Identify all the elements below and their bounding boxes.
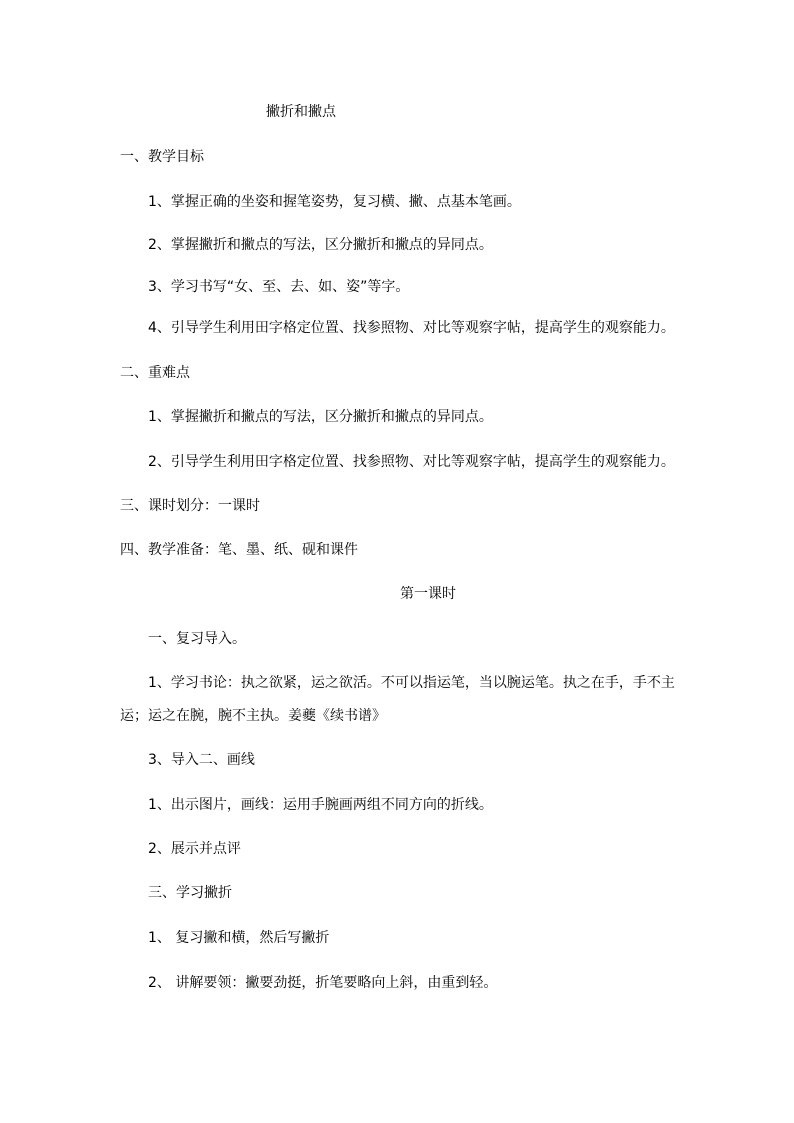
- draw-item-1: 1、出示图片，画线：运用手腕画两组不同方向的折线。: [148, 797, 493, 813]
- section-heading-preparation: 四、教学准备：笔、墨、纸、砚和课件: [120, 542, 358, 558]
- lesson-title: 第一课时: [400, 586, 456, 602]
- quote-line-1: 1、学习书论：执之欲紧，运之欲活。不可以指运笔，当以腕运笔。执之在手，手不主: [148, 675, 675, 691]
- section-heading-objectives: 一、教学目标: [120, 149, 204, 165]
- draw-item-2: 2、展示并点评: [148, 841, 241, 857]
- section-heading-schedule: 三、课时划分：一课时: [120, 498, 260, 514]
- lesson-item-3: 3、导入二、画线: [148, 752, 255, 768]
- objective-item-1: 1、掌握正确的坐姿和握笔姿势，复习横、撇、点基本笔画。: [148, 194, 521, 210]
- objective-item-4: 4、引导学生利用田字格定位置、找参照物、对比等观察字帖，提高学生的观察能力。: [148, 320, 675, 336]
- section-heading-key-points: 二、重难点: [120, 365, 190, 381]
- document-title: 撇折和撇点: [266, 104, 336, 120]
- lesson-part1-heading: 一、复习导入。: [148, 631, 246, 647]
- key-point-item-1: 1、掌握撇折和撇点的写法，区分撇折和撇点的异同点。: [148, 409, 493, 425]
- quote-line-2: 运；运之在腕，腕不主执。姜夔《续书谱》: [120, 708, 386, 724]
- objective-item-2: 2、掌握撇折和撇点的写法，区分撇折和撇点的异同点。: [148, 237, 493, 253]
- study-item-2: 2、 讲解要领：撇要劲挺，折笔要略向上斜，由重到轻。: [148, 975, 498, 991]
- objective-item-3: 3、学习书写“女、至、去、如、姿”等字。: [148, 279, 410, 295]
- key-point-item-2: 2、引导学生利用田字格定位置、找参照物、对比等观察字帖，提高学生的观察能力。: [148, 454, 675, 470]
- study-item-1: 1、 复习撇和横，然后写撇折: [148, 930, 330, 946]
- lesson-part3-heading: 三、学习撇折: [148, 885, 232, 901]
